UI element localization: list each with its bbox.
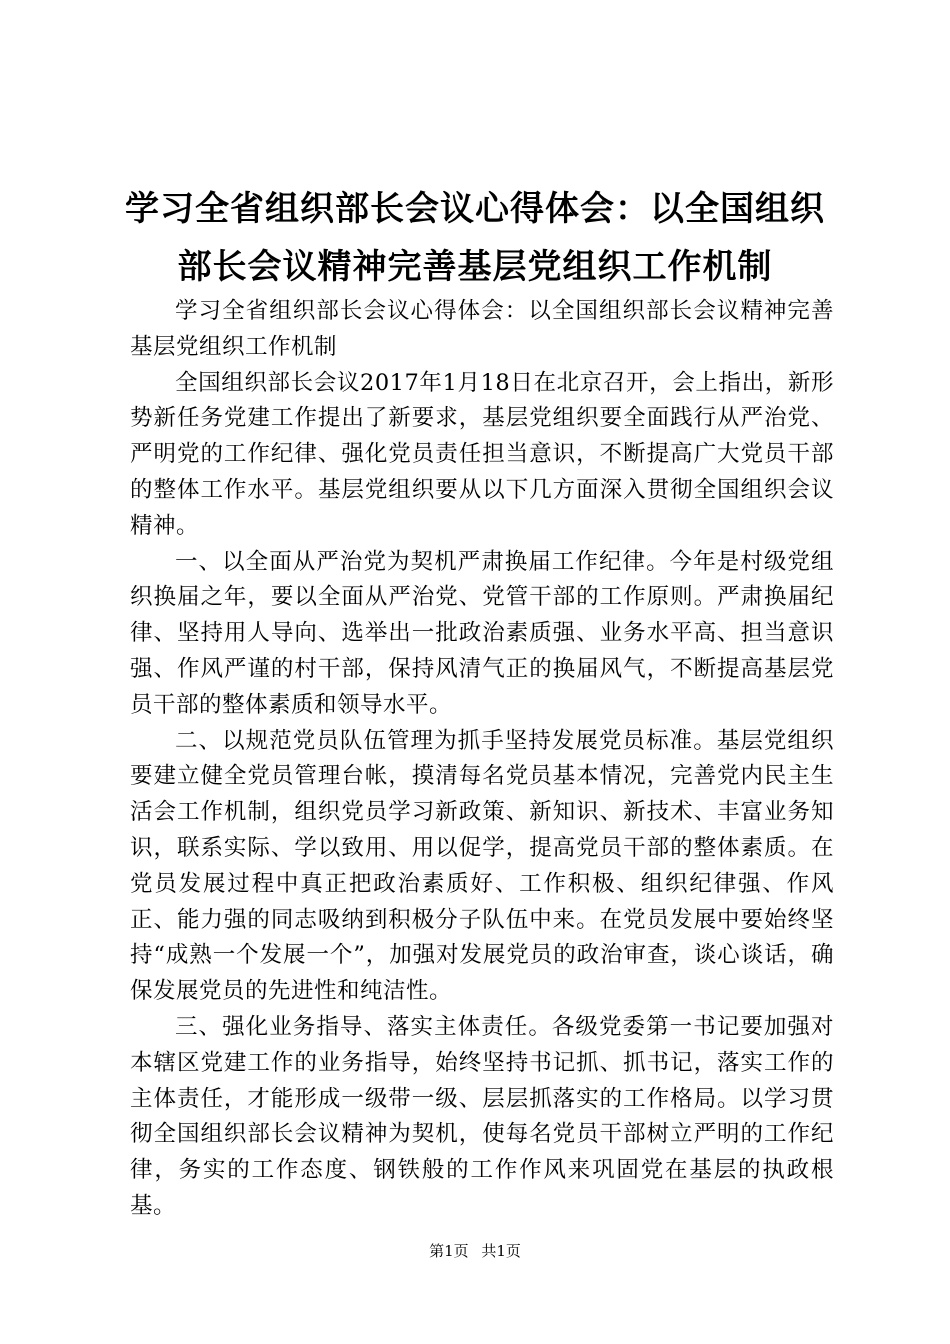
paragraph-section-2: 二、以规范党员队伍管理为抓手坚持发展党员标准。基层党组织要建立健全党员管理台帐，摸清每名党员基本情况，完善党内民主生活会工作机制，组织党员学习新政策、新知识、新技术、丰富业务知识，联系实际、学以致用、用以促学，提高党员干部的整体素质。在党员发展过程中真正把政治素质好、工作积极、组织纪律强、作风正、能力强的同志吸纳到积极分子队伍中来。在党员发展中要始终坚持“成熟一个发展一个”，加强对发展党员的政治审查，谈心谈话，确保发展党员的先进性和纯洁性。 — [130, 727, 834, 1005]
paragraph-section-3: 三、强化业务指导、落实主体责任。各级党委第一书记要加强对本辖区党建工作的业务指导，始终坚持书记抓、抓书记，落实工作的主体责任，才能形成一级带一级、层层抓落实的工作格局。以学习贯彻全国组织部长会议精神为契机，使每名党员干部树立严明的工作纪律，务实的工作态度、钢铁般的工作作风来巩固党在基层的执政根基。 — [130, 1013, 834, 1219]
page-number: 第1页 — [429, 1242, 469, 1260]
title-line-2: 部长会议精神完善基层党组织工作机制 — [177, 247, 773, 287]
title-line-1: 学习全省组织部长会议心得体会：以全国组织 — [125, 189, 825, 229]
page-total: 共1页 — [481, 1242, 521, 1260]
page-footer — [0, 1241, 950, 1261]
paragraph-subtitle: 学习全省组织部长会议心得体会：以全国组织部长会议精神完善基层党组织工作机制 — [130, 298, 834, 360]
document-title — [110, 180, 840, 296]
paragraph-intro: 全国组织部长会议2017年1月18日在北京召开，会上指出，新形势新任务党建工作提出了新要求，基层党组织要全面践行从严治党、严明党的工作纪律、强化党员责任担当意识，不断提高广大党员干部的整体工作水平。基层党组织要从以下几方面深入贯彻全国组织会议精神。 — [130, 369, 834, 539]
paragraph-section-1: 一、以全面从严治党为契机严肃换届工作纪律。今年是村级党组织换届之年，要以全面从严治党、党管干部的工作原则。严肃换届纪律、坚持用人导向、选举出一批政治素质强、业务水平高、担当意识强、作风严谨的村干部，保持风清气正的换届风气，不断提高基层党员干部的整体素质和领导水平。 — [130, 548, 834, 718]
document-body — [130, 294, 834, 1225]
